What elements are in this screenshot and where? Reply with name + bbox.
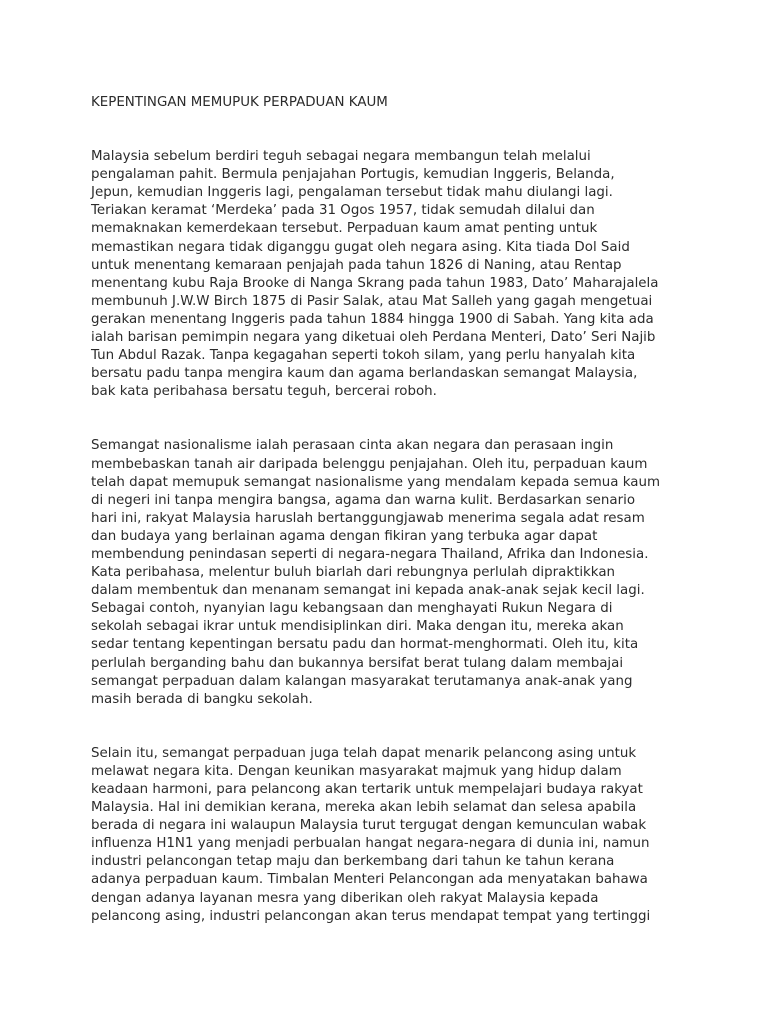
text-line: dengan adanya layanan mesra yang diberikan oleh rakyat Malaysia kepada — [91, 890, 599, 906]
text-line: telah dapat memupuk semangat nasionalisme yang mendalam kepada semua kaum — [91, 474, 661, 490]
text-line: Teriakan keramat ‘Merdeka’ pada 31 Ogos 1957, tidak semudah dilalui dan — [91, 203, 595, 219]
text-line: masih berada di bangku sekolah. — [91, 691, 313, 707]
paragraph-2 — [91, 437, 731, 708]
text-line: memastikan negara tidak diganggu gugat oleh negara asing. Kita tiada Dol Said — [91, 239, 630, 255]
text-line: hari ini, rakyat Malaysia haruslah bertanggungjawab menerima segala adat resam — [91, 510, 645, 526]
text-line: Malaysia. Hal ini demikian kerana, mereka akan lebih selamat dan selesa apabila — [91, 800, 637, 816]
text-line: Jepun, kemudian Inggeris lagi, pengalaman tersebut tidak mahu diulangi lagi. — [91, 185, 613, 201]
text-line: keadaan harmoni, para pelancong akan tertarik untuk mempelajari budaya rakyat — [91, 782, 643, 797]
text-line: Kata peribahasa, melentur buluh biarlah dari rebungnya perlulah dipraktikkan — [91, 565, 616, 581]
text-line: Selain itu, semangat perpaduan juga telah dapat menarik pelancong asing untuk — [91, 745, 637, 761]
text-line: Sebagai contoh, nyanyian lagu kebangsaan dan menghayati Rukun Negara di — [91, 601, 613, 617]
text-line: semangat perpaduan dalam kalangan masyarakat terutamanya anak-anak yang — [91, 673, 633, 689]
text-line: membunuh J.W.W Birch 1875 di Pasir Salak, atau Mat Salleh yang gagah mengetuai — [91, 293, 653, 309]
text-line: perlulah berganding bahu dan bukannya bersifat berat tulang dalam membajai — [91, 655, 624, 671]
text-line: melawat negara kita. Dengan keunikan masyarakat majmuk yang hidup dalam — [91, 763, 622, 779]
text-line: memaknakan kemerdekaan tersebut. Perpaduan kaum amat penting untuk — [91, 221, 598, 237]
text-line: membebaskan tanah air daripada belenggu penjajahan. Oleh itu, perpaduan kaum — [91, 456, 648, 472]
text-line: menentang kubu Raja Brooke di Nanga Skrang pada tahun 1983, Dato’ Maharajalela — [91, 275, 659, 291]
text-line: Malaysia sebelum berdiri teguh sebagai negara membangun telah melalui — [91, 149, 591, 165]
paragraph-1 — [91, 148, 731, 401]
text-line: sedar tentang kepentingan bersatu padu dan hormat-menghormati. Oleh itu, kita — [91, 637, 639, 653]
text-line: di negeri ini tanpa mengira bangsa, agama dan warna kulit. Berdasarkan senario — [91, 492, 636, 508]
text-line: influenza H1N1 yang menjadi perbualan hangat negara-negara di dunia ini, namun — [91, 836, 650, 852]
text-line: gerakan menentang Inggeris pada tahun 1884 hingga 1900 di Sabah. Yang kita ada — [91, 311, 654, 327]
text-line: bak kata peribahasa bersatu teguh, bercerai roboh. — [91, 384, 437, 400]
text-line: berada di negara ini walaupun Malaysia turut tergugat dengan kemunculan wabak — [91, 818, 647, 834]
text-line: bersatu padu tanpa mengira kaum dan agama berlandaskan semangat Malaysia, — [91, 366, 638, 382]
text-line: adanya perpaduan kaum. Timbalan Menteri Pelancongan ada menyatakan bahawa — [91, 872, 648, 888]
text-line: ialah barisan pemimpin negara yang diketuai oleh Perdana Menteri, Dato’ Seri Najib — [91, 330, 656, 346]
text-line: Semangat nasionalisme ialah perasaan cinta akan negara dan perasaan ingin — [91, 438, 614, 454]
text-line: Tun Abdul Razak. Tanpa kegagahan seperti tokoh silam, yang perlu hanyalah kita — [91, 348, 636, 364]
document-body — [91, 94, 731, 926]
text-line: untuk menentang kemaraan penjajah pada tahun 1826 di Naning, atau Rentap — [91, 257, 622, 273]
document-title: KEPENTINGAN MEMUPUK PERPADUAN KAUM — [91, 95, 388, 110]
text-line: membendung penindasan seperti di negara-negara Thailand, Afrika dan Indonesia. — [91, 546, 649, 562]
paragraph-3 — [91, 745, 731, 926]
text-line: pelancong asing, industri pelancongan akan terus mendapat tempat yang tertinggi — [91, 908, 651, 924]
text-line: industri pelancongan tetap maju dan berkembang dari tahun ke tahun kerana — [91, 854, 615, 870]
text-line: dalam membentuk dan menanam semangat ini kepada anak-anak sejak kecil lagi. — [91, 583, 645, 599]
text-line: sekolah sebagai ikrar untuk mendisiplinkan diri. Maka dengan itu, mereka akan — [91, 619, 624, 635]
text-line: pengalaman pahit. Bermula penjajahan Portugis, kemudian Inggeris, Belanda, — [91, 167, 615, 183]
text-line: dan budaya yang berlainan agama dengan fikiran yang terbuka agar dapat — [91, 528, 598, 544]
